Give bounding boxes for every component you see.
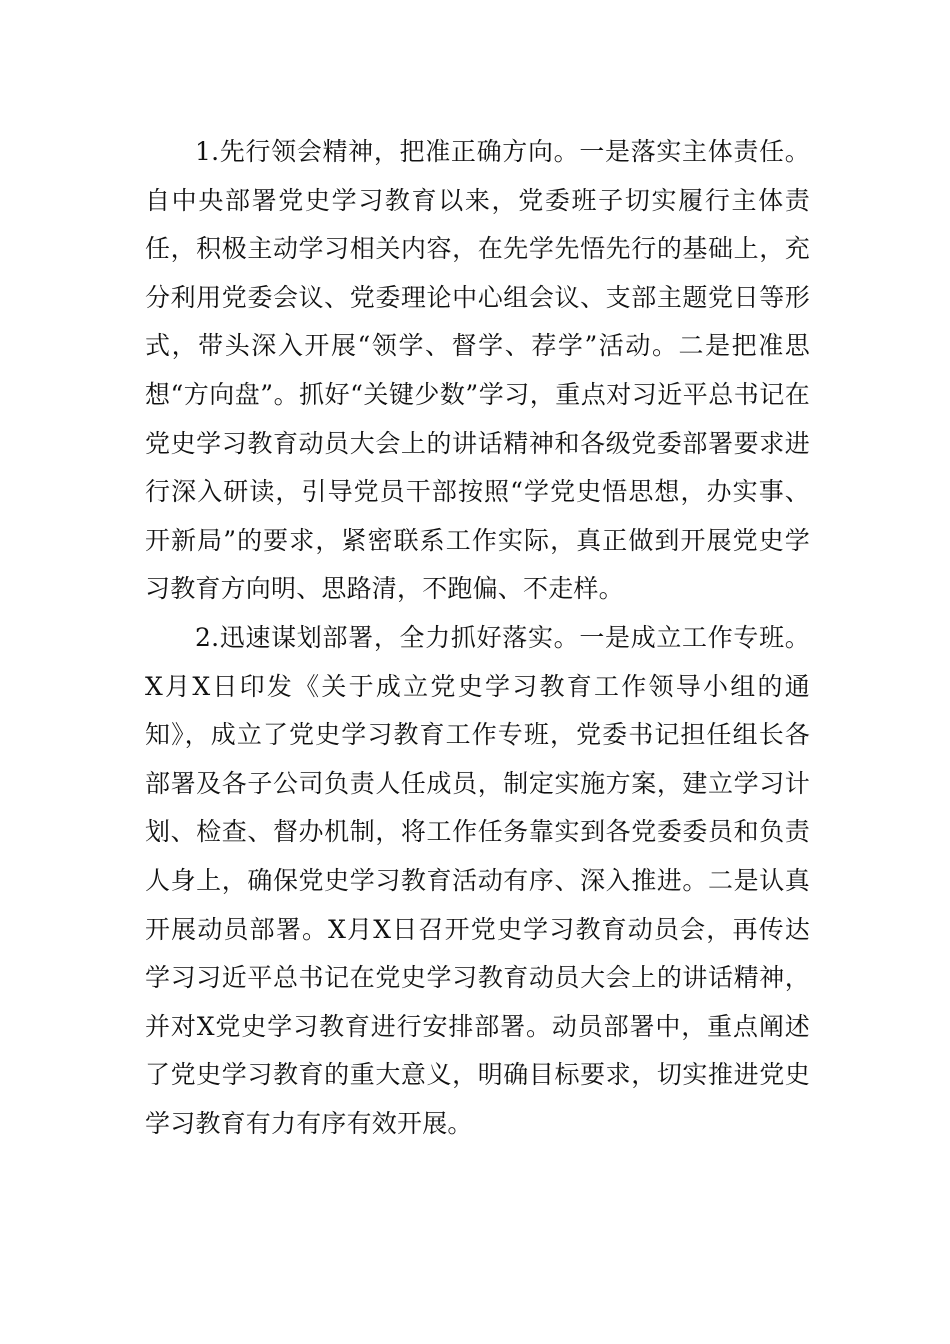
paragraph-2: 2.迅速谋划部署，全力抓好落实。一是成立工作专班。X月X日印发《关于成立党史学习教育工作领导小组的通知》，成立了党史学习教育工作专班，党委书记担任组长各部署及各子公司负责人任成员，制定实施方案，建立学习计划、检查、督办机制，将工作任务靠实到各党委委员和负责人身上，确保党史学习教育活动有序、深入推进。二是认真开展动员部署。X月X日召开党史学习教育动员会，再传达学习习近平总书记在党史学习教育动员大会上的讲话精神，并对X党史学习教育进行安排部署。动员部署中，重点阐述了党史学习教育的重大意义，明确目标要求，切实推进党史学习教育有力有序有效开展。	[145, 622, 810, 1138]
paragraph-1: 1.先行领会精神，把准正确方向。一是落实主体责任。自中央部署党史学习教育以来，党委班子切实履行主体责任，积极主动学习相关内容，在先学先悟先行的基础上，充分利用党委会议、党委理论中心组会议、支部主题党日等形式，带头深入开展“领学、督学、荐学”活动。二是把准思想“方向盘”。抓好“关键少数”学习，重点对习近平总书记在党史学习教育动员大会上的讲话精神和各级党委部署要求进行深入研读，引导党员干部按照“学党史悟思想，办实事、开新局”的要求，紧密联系工作实际，真正做到开展党史学习教育方向明、思路清，不跑偏、不走样。	[145, 137, 810, 604]
document-body	[145, 128, 810, 1148]
